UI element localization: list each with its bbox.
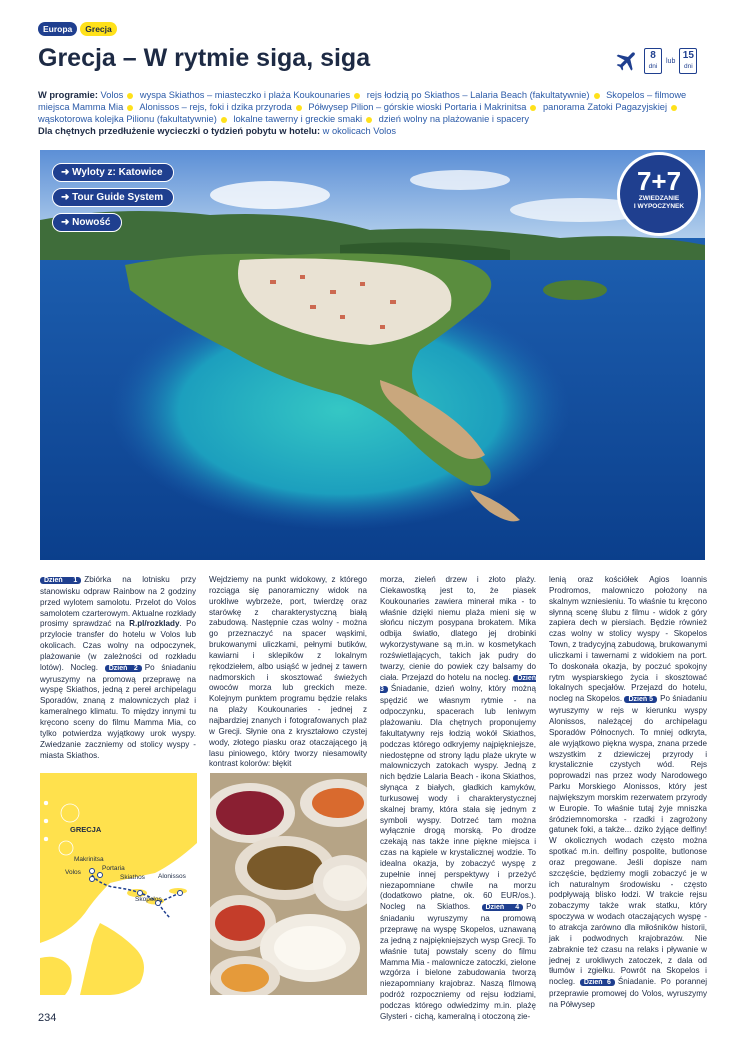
bullet-dot-icon — [221, 117, 227, 123]
program-item: Półwysep Pilion – górskie wioski Portaria i Makrinitsa — [308, 102, 527, 112]
bullet-dot-icon — [127, 93, 133, 99]
breadcrumb-grecja[interactable]: Grecja — [80, 22, 116, 36]
combo-badge — [617, 152, 701, 236]
program-item: dzień wolny na plażowanie i spacery — [378, 114, 530, 124]
text-column-3 — [380, 575, 536, 1023]
bullet-dot-icon — [296, 105, 302, 111]
program-item: lokalne tawerny i greckie smaki — [233, 114, 363, 124]
program-label: W programie: — [38, 90, 98, 100]
plane-icon — [614, 48, 640, 74]
trip-duration — [614, 48, 697, 74]
program-list — [38, 89, 710, 137]
bullet-dot-icon — [671, 105, 677, 111]
day-2-text: Po śniadaniu wyruszymy na promową przeprawę na wyspę Skiathos, jedną z pereł archipelagu Sporadów, znaną z malowniczych plaż i kameralnego klimatu. To między innymi tu kręcono sceny do filmu Mamma Mia, co tylko potwierdza wyjątkowy urok wyspy. Zwiedzanie zaczniemy od stolicy wyspy - miasta Skiathos. — [40, 662, 197, 760]
program-item: Alonissos – rejs, foki i dzika przyroda — [139, 102, 292, 112]
program-item: wyspa Skiathos – miasteczko i plaża Koukounaries — [139, 90, 351, 100]
text-column-2 — [209, 575, 367, 770]
day-1-text-b: . Po przylocie transfer do hotelu w Volos lub okolicach. Czas wolny na odpoczynek, plażowanie (w zależności od rozkładu lotów). Nocleg. — [40, 619, 196, 672]
day-3-text: Śniadanie, dzień wolny, który możną spędzić we własnym rytmie - na odpoczynku, spacerach lub leniwym plażowaniu. Dla chętnych proponujemy fakultatywny rejs łodzią wokół Skiathos, podczas którego odkryjemy najpiękniejsze, niedostępne od strony lądu plaże ukryte w malowniczych zatokach wyspy. Jedną z nich będzie Lalaria Beach - ikona Skiathos, słynąca z białych, gładkich kamyków, turkusowej wody i charakterystycznej skalnej bramy, która stała się jednym z symboli wyspy. Dotrzeć tam można wyłącznie drogą morską. Po drodze czekają nas także inne piękne miejsca i czas na kąpiele w krystalicznej wodzie. To idealna okazja, by zobaczyć wyspę z zupełnie innej perspektywy i przeżyć niezapomniane chwile na morzu (dodatkowo płatne, ok. 60 EUR/os.). Nocleg na Skiathos. — [380, 684, 536, 912]
map-place-makrinitsa: Makrinitsa — [74, 856, 104, 863]
page-title — [38, 44, 370, 73]
combo-line2: I WYPOCZYNEK — [633, 203, 685, 210]
day-6-label: Dzień 6 — [580, 979, 615, 986]
day-4-label: Dzień 4 — [482, 904, 524, 911]
map-place-skopelos: Skopelos — [135, 896, 162, 903]
bullet-dot-icon — [530, 105, 536, 111]
day-6-text: Śniadanie. Po porannej przeprawie promowej do Volos, wyruszymy na Półwysep — [549, 977, 707, 1009]
new-badge: ➜ Nowość — [52, 213, 122, 232]
bullet-dot-icon — [594, 93, 600, 99]
day-1-text-a: Zbiórka na lotnisku przy stanowisku odpraw Rainbow na 2 godziny przed wylotem samolotu. Przelot do Volos samolotem czarterowym. Aktualne rozkłady prosimy sprawdzać na — [40, 575, 196, 629]
program-item: Skopelos – filmowe miejsca Mamma Mia — [38, 90, 687, 112]
day-5-label: Dzień 5 — [624, 696, 657, 703]
day-4-continued-text: lenią oraz kościółek Agios Ioannis Prodromos, malowniczo położony na skalnym wzniesieniu. To właśnie tu kręcono słynną scenę ślubu z filmu - widok z góry zapiera dech w piersiach. Będzie również czas wolny w stolicy wyspy - Skopelos Town, z tradycyjną zabudową, brukowanymi uliczkami i tawernami z widokiem na port. To doskonała okazja, by poczuć spokojny rytm wyspiarskiego życia i skosztować lokalnych specjałów. Przejazd do hotelu, nocleg na Skopelos. — [549, 575, 707, 704]
extension-value: w okolicach Volos — [322, 126, 397, 136]
day-2-label: Dzień 2 — [105, 665, 142, 672]
duration-or: lub — [666, 57, 676, 65]
breadcrumb-europa[interactable]: Europa — [38, 22, 77, 36]
title-country: Grecja — [38, 44, 116, 72]
text-column-4 — [549, 575, 707, 1011]
island-aerial-illustration — [40, 150, 705, 560]
combo-line1: ZWIEDZANIE — [638, 195, 680, 202]
extension-label: Dla chętnych przedłużenie wycieczki o tydzień pobytu w hotelu: — [38, 126, 321, 136]
bullet-dot-icon — [354, 93, 360, 99]
program-item: panorama Zatoki Pagazyjskiej — [542, 102, 668, 112]
day-3-label: Dzień 3 — [380, 674, 536, 694]
map-place-alonissos: Alonissos — [158, 873, 186, 880]
map-place-volos: Volos — [65, 869, 81, 876]
title-subtitle: – W rytmie siga, siga — [115, 44, 371, 72]
duration-option-15: 15 dni — [679, 48, 697, 74]
day-4-text: Po śniadaniu wyruszymy na promową przeprawę na wyspę Skopelos, uznawaną za jedną z najpiękniejszych wysp Grecji. To właśnie tutaj powstały sceny do filmu Mamma Mia - malownicze zatoczki, zielone wzgórza i bielone zabudowania tworzą niezapomniany krajobraz. Naszą filmową podróż rozpoczniemy od rejsu łodziami, podczas którego odwiedzimy m.in. plażę Glysteri - cichą, kameralną i otoczoną zie- — [380, 902, 536, 1021]
map-place-portaria: Portaria — [102, 865, 125, 872]
map-shapes — [40, 773, 197, 995]
page-number: 234 — [38, 1012, 57, 1024]
program-item: Volos — [100, 90, 124, 100]
greek-food-photo — [210, 773, 367, 995]
combo-number: 7+7 — [636, 166, 682, 196]
route-map — [40, 773, 197, 995]
program-item: rejs łodzią po Skiathos – Lalaria Beach (fakultatywnie) — [366, 90, 590, 100]
day-5-text: Po śniadaniu wyruszymy w rejs w kierunku wyspy Alonissos, należącej do archipelagu Sporadów Północnych. To mniej odkryta, ale wyjątkowo piękna wyspa, znana przede wszystkim z dziewiczej przyrody i krystalicznie czystych wód. Rejs poprowadzi nas przez wody Narodowego Parku Morskiego Alonissos, który jest największym morskim rezerwatem przyrody w Europie. To właśnie tutaj żyje mniszka śródziemnomorska - rzadki i zagrożony gatunek foki, a także... dziko żyjące delfiny! W okolicznych wodach często można spotkać m.in. delfiny pospolite, butlonose oraz pregowane. Jeśli dopisze nam szczęście, będziemy mogli zobaczyć je w ich naturalnym środowisku - często podpływają blisko łodzi. W trakcie rejsu zobaczymy także wrak statku, który spoczywa w wodach otaczających wyspę - to atrakcja zarówno dla miłośników historii, jak i podwodnych krajobrazów. Nie zabraknie też czasu na relaks i pływanie w jednej z urokliwych zatoczek, z dala od tłumów i zgiełku. Powrót na Skopelos i nocleg. — [549, 694, 707, 987]
tour-guide-badge: ➜ Tour Guide System — [52, 188, 174, 207]
bullet-dot-icon — [366, 117, 372, 123]
day-1-label: Dzień 1 — [40, 577, 81, 584]
program-item: wąskotorowa kolejka Pilionu (fakultatywnie) — [38, 114, 217, 124]
schedule-link[interactable]: R.pl/rozklady — [129, 619, 180, 629]
breadcrumb — [38, 22, 117, 36]
map-place-skiathos: Skiathos — [120, 874, 145, 881]
duration-option-8: 8 dni — [644, 48, 662, 74]
day-2-continued-text: Wejdziemy na punkt widokowy, z którego rozciąga się panoramiczny widok na urokliwe wybrzeże, port, twierdzę oraz starówkę z charakterystyczną białą zabudową. Następnie czas wolny - można go przeznaczyć na spacer wąskimi, brukowanymi uliczkami, pełnymi butików, kawiarni i sklepików z lokalnym rękodziełem, albo usiąść w jednej z tawern nadmorskich i skosztować świeżych owoców morza lub greckich meze. Kolejnym punktem programu będzie relaks na plaży Koukounaries - jednej z najbardziej znanych i fotografowanych plaż w Grecji. Słynie ona z kryształowo czystej wody, złotego piasku oraz otaczającego ją lasu piniowego, który tworzy niesamowity kontrast kolorów: błękit — [209, 575, 367, 769]
map-country-label: GRECJA — [70, 825, 102, 834]
day-2-ending-text: morza, zieleń drzew i złoto plaży. Ciekawostką jest to, że piasek Koukounaries zawiera minerał mika - to właśnie dzięki niemu plaża mieni się w słońcu niczym posypana brokatem. Mika odbija światło, dlatego jej drobinki wykorzystywane są m.in. w kosmetykach rozświetlających, takich jak pudry do twarzy, cienie do powiek czy balsamy do ciała. Przejazd do hotelu na nocleg. — [380, 575, 536, 682]
hero-photo — [40, 150, 705, 560]
food-illustration — [210, 773, 367, 995]
text-column-1 — [40, 575, 196, 761]
bullet-dot-icon — [127, 105, 133, 111]
flights-from-badge: ➜ Wyloty z: Katowice — [52, 163, 174, 182]
